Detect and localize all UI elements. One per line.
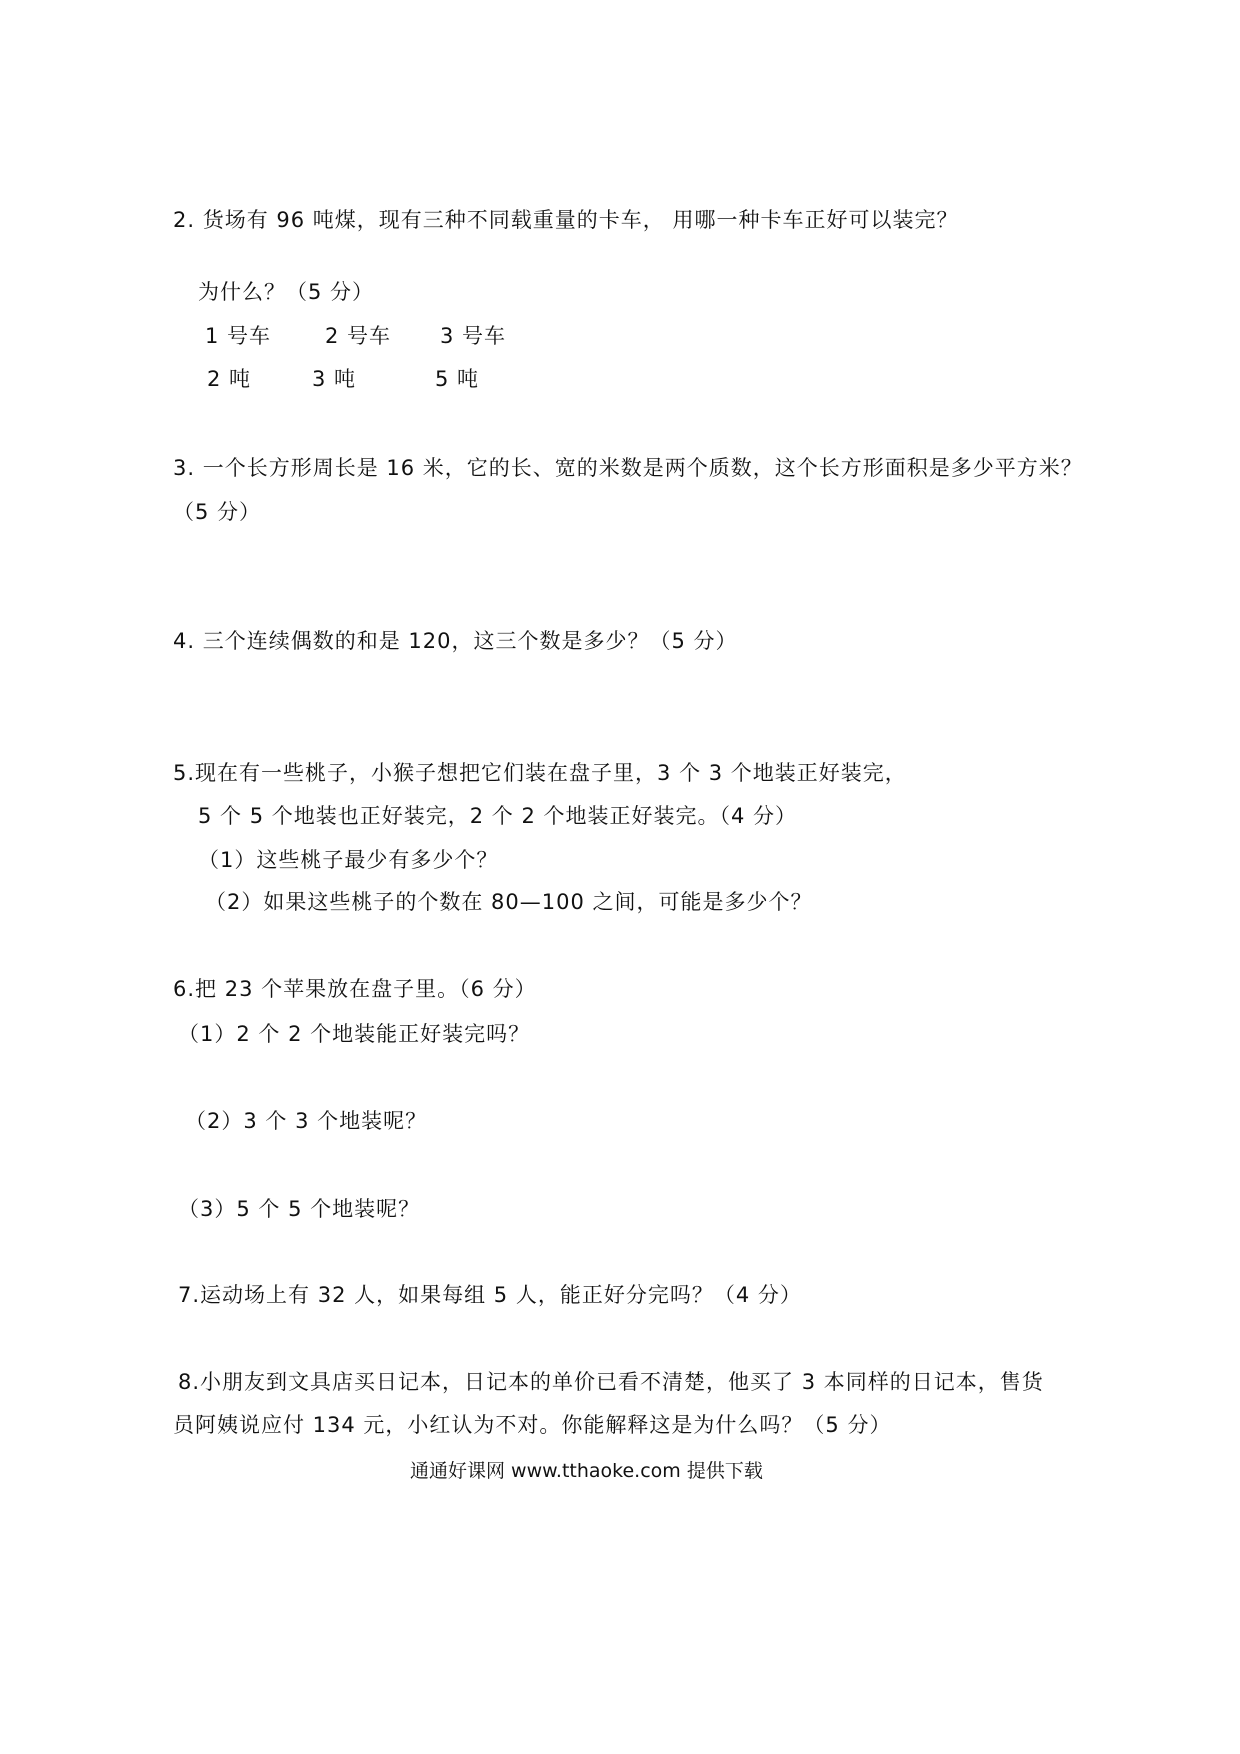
q2-truck-2: 2 号车 [325, 324, 392, 348]
q6-sub1: （1）2 个 2 个地装能正好装完吗？ [178, 1022, 531, 1046]
q5-line2: 5 个 5 个地装也正好装完，2 个 2 个地装正好装完。（4 分） [198, 804, 798, 828]
q8-line2: 员阿姨说应付 134 元，小红认为不对。你能解释这是为什么吗？（5 分） [173, 1413, 892, 1437]
q3-line2: （5 分） [173, 500, 262, 524]
footer-download-note: 通通好课网 www.tthaoke.com 提供下载 [410, 1460, 763, 1482]
q5-sub1: （1）这些桃子最少有多少个？ [198, 848, 499, 872]
q3-line1: 3. 一个长方形周长是 16 米，它的长、宽的米数是两个质数，这个长方形面积是多少平方米？ [173, 456, 1083, 480]
q8-line1: 8.小朋友到文具店买日记本，日记本的单价已看不清楚，他买了 3 本同样的日记本，售货 [178, 1370, 1044, 1394]
q6-line1: 6.把 23 个苹果放在盘子里。（6 分） [173, 977, 537, 1001]
q6-sub2: （2）3 个 3 个地装呢？ [185, 1109, 428, 1133]
q2-capacity-1: 2 吨 [207, 367, 252, 391]
q2-capacity-2: 3 吨 [312, 367, 357, 391]
q5-sub2: （2）如果这些桃子的个数在 80—100 之间，可能是多少个？ [205, 890, 813, 914]
q2-line2: 为什么？（5 分） [198, 280, 375, 304]
q2-capacity-3: 5 吨 [435, 367, 480, 391]
q2-truck-1: 1 号车 [205, 324, 272, 348]
q5-line1: 5.现在有一些桃子，小猴子想把它们装在盘子里，3 个 3 个地装正好装完， [173, 761, 907, 785]
q2-line1: 2. 货场有 96 吨煤，现有三种不同载重量的卡车， 用哪一种卡车正好可以装完？ [173, 208, 959, 232]
q2-truck-3: 3 号车 [440, 324, 507, 348]
q7-line1: 7.运动场上有 32 人，如果每组 5 人，能正好分完吗？（4 分） [178, 1283, 802, 1307]
q4-line1: 4. 三个连续偶数的和是 120，这三个数是多少？（5 分） [173, 629, 738, 653]
q6-sub3: （3）5 个 5 个地装呢？ [178, 1197, 421, 1221]
